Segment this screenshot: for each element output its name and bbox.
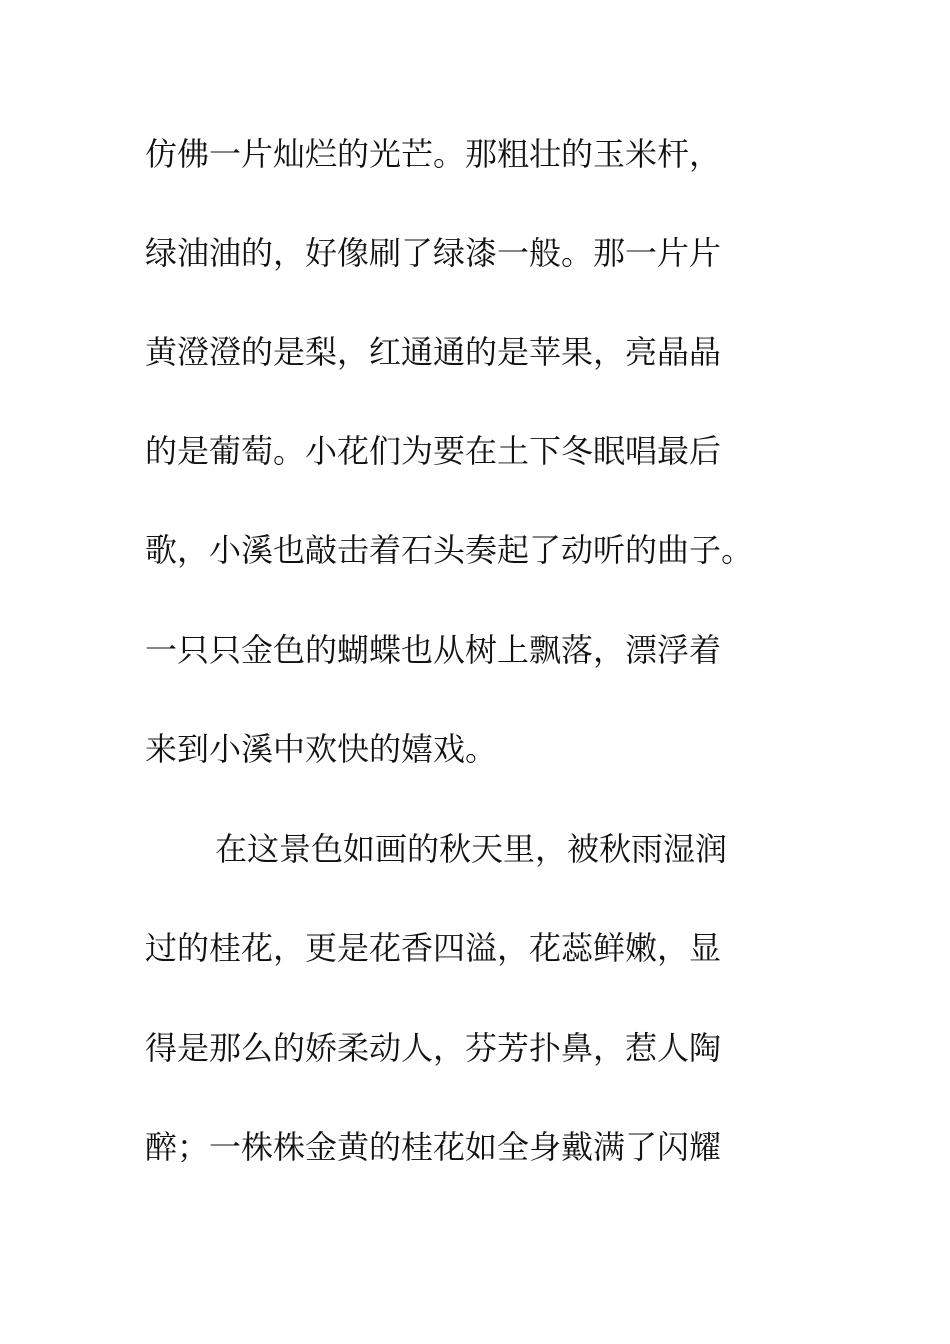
paragraph-line-11: 醉；一株株金黄的桂花如全身戴满了闪耀 <box>145 1128 722 1166</box>
paragraph-line-5: 歌，小溪也敲击着石头奏起了动听的曲子。 <box>145 531 754 569</box>
paragraph-line-4: 的是葡萄。小花们为要在土下冬眠唱最后 <box>145 432 722 470</box>
paragraph-line-10: 得是那么的娇柔动人，芬芳扑鼻，惹人陶 <box>145 1029 722 1067</box>
paragraph-line-1: 仿佛一片灿烂的光芒。那粗壮的玉米杆， <box>145 135 722 173</box>
paragraph-line-2: 绿油油的，好像刷了绿漆一般。那一片片 <box>145 234 722 272</box>
paragraph-line-3: 黄澄澄的是梨，红通通的是苹果，亮晶晶 <box>145 333 722 371</box>
paragraph-line-7: 来到小溪中欢快的嬉戏。 <box>145 730 498 768</box>
paragraph-line-6: 一只只金色的蝴蝶也从树上飘落，漂浮着 <box>145 631 722 669</box>
paragraph-line-9: 过的桂花，更是花香四溢，花蕊鲜嫩，显 <box>145 929 722 967</box>
paragraph-line-8: 在这景色如画的秋天里，被秋雨湿润 <box>215 830 728 868</box>
